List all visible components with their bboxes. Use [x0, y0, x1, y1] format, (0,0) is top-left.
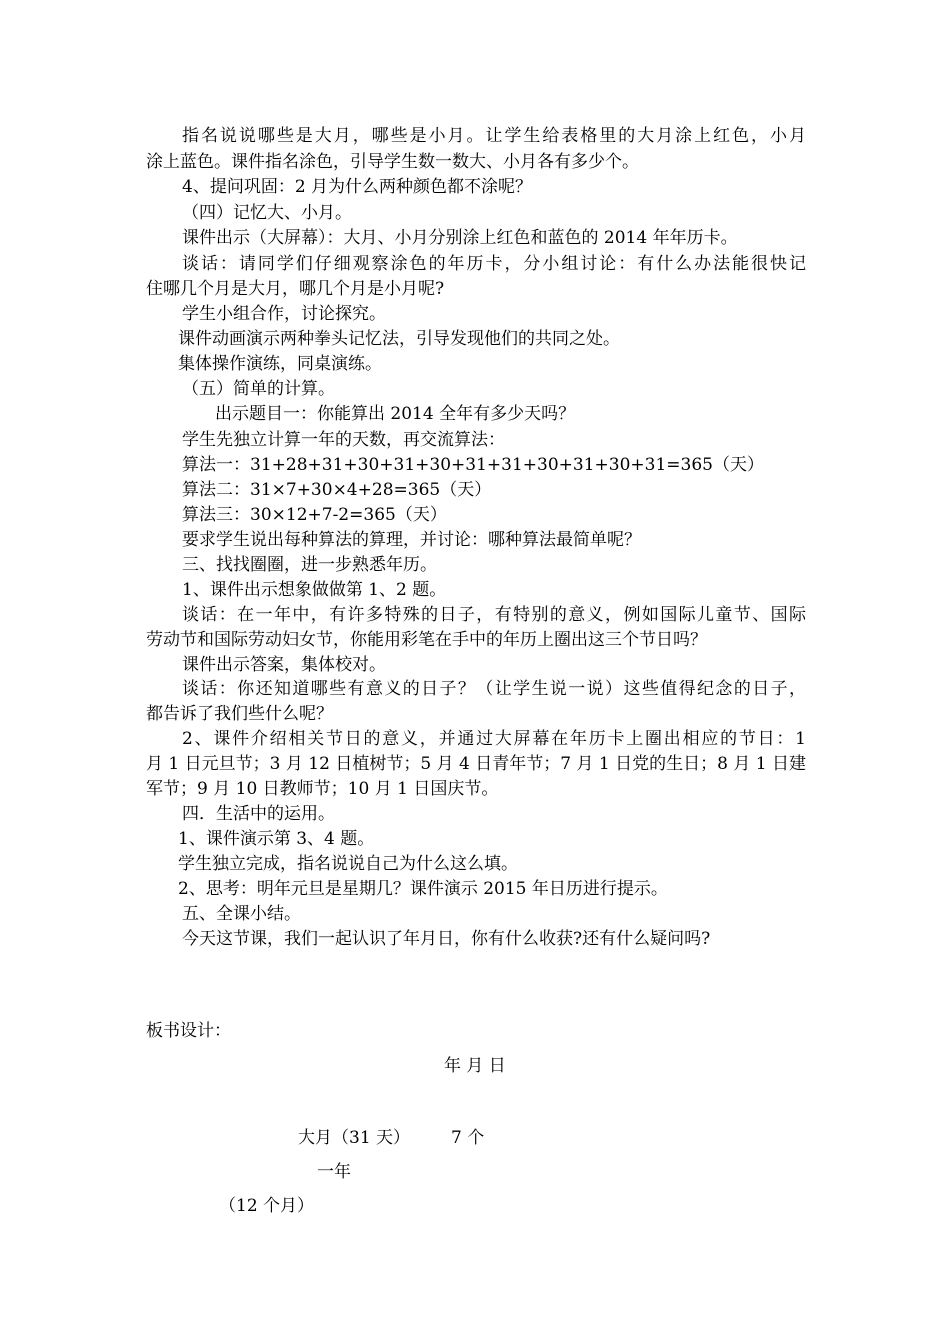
paragraph-line: 学生小组合作，讨论探究。 — [182, 304, 386, 324]
paragraph-line: 1、课件出示想象做做第 1、2 题。 — [182, 580, 447, 600]
formula-line: 算法二：31×7+30×4+28=365（天） — [182, 480, 492, 500]
paragraph-line: 学生独立完成，指名说说自己为什么这么填。 — [178, 854, 518, 874]
paragraph-line: 课件出示（大屏幕）：大月、小月分别涂上红色和蓝色的 2014 年年历卡。 — [182, 228, 738, 248]
paragraph-line: 涂上蓝色。课件指名涂色，引导学生数一数大、小月各有多少个。 — [146, 152, 639, 172]
formula-line: 算法三：30×12+7-2=365（天） — [182, 505, 447, 525]
paragraph-line: 谈话：请同学们仔细观察涂色的年历卡，分小组讨论：有什么办法能很快记 — [182, 254, 806, 274]
paragraph-line: 今天这节课，我们一起认识了年月日，你有什么收获?还有什么疑问吗? — [182, 929, 711, 949]
board-year: 一年 — [317, 1162, 351, 1182]
paragraph-line: 都告诉了我们些什么呢？ — [146, 704, 333, 724]
paragraph-line: 集体操作演练，同桌演练。 — [178, 354, 382, 374]
section-heading: 四．生活中的运用。 — [182, 804, 335, 824]
paragraph-line: 课件动画演示两种拳头记忆法，引导发现他们的共同之处。 — [178, 329, 620, 349]
paragraph-line: 住哪几个月是大月，哪几个月是小月呢? — [146, 279, 445, 299]
paragraph-line: 劳动节和国际劳动妇女节，你能用彩笔在手中的年历上圈出这三个节日吗？ — [146, 630, 707, 650]
paragraph-line: 要求学生说出每种算法的算理，并讨论：哪种算法最简单呢？ — [182, 530, 641, 550]
paragraph-line: 指名说说哪些是大月，哪些是小月。让学生给表格里的大月涂上红色，小月 — [182, 126, 806, 146]
board-big-month: 大月（31 天） — [298, 1128, 411, 1148]
section-heading: 三、找找圈圈，进一步熟悉年历。 — [182, 555, 437, 575]
paragraph-line: 出示题目一：你能算出 2014 全年有多少天吗？ — [215, 404, 576, 424]
board-design-heading: 板书设计： — [146, 1021, 231, 1041]
paragraph-line: 谈话：在一年中，有许多特殊的日子，有特别的意义，例如国际儿童节、国际 — [182, 605, 806, 625]
board-months: （12 个月） — [219, 1196, 315, 1216]
paragraph-line: 课件出示答案，集体校对。 — [182, 655, 386, 675]
paragraph-line: 学生先独立计算一年的天数，再交流算法： — [182, 430, 505, 450]
board-big-month-count: 7 个 — [451, 1128, 485, 1148]
formula-line: 算法一：31+28+31+30+31+30+31+31+30+31+30+31=365（天） — [182, 455, 764, 475]
section-heading: （五）简单的计算。 — [182, 379, 335, 399]
paragraph-line: 谈话：你还知道哪些有意义的日子？（让学生说一说）这些值得纪念的日子， — [182, 679, 806, 699]
paragraph-line: 军节；9 月 10 日教师节；10 月 1 日国庆节。 — [146, 779, 499, 799]
board-title: 年 月 日 — [444, 1056, 506, 1076]
paragraph-line: 2、思考：明年元旦是星期几？课件演示 2015 年日历进行提示。 — [178, 879, 668, 899]
paragraph-line: 4、提问巩固：2 月为什么两种颜色都不涂呢？ — [182, 177, 533, 197]
section-heading: （四）记忆大、小月。 — [182, 203, 352, 223]
paragraph-line: 月 1 日元旦节；3 月 12 日植树节；5 月 4 日青年节；7 月 1 日党的生日；8 月 1 日建 — [146, 754, 806, 774]
section-heading: 五、全课小结。 — [182, 904, 301, 924]
paragraph-line: 1、课件演示第 3、4 题。 — [178, 829, 375, 849]
paragraph-line: 2、课件介绍相关节日的意义，并通过大屏幕在年历卡上圈出相应的节日：1 — [182, 729, 806, 749]
